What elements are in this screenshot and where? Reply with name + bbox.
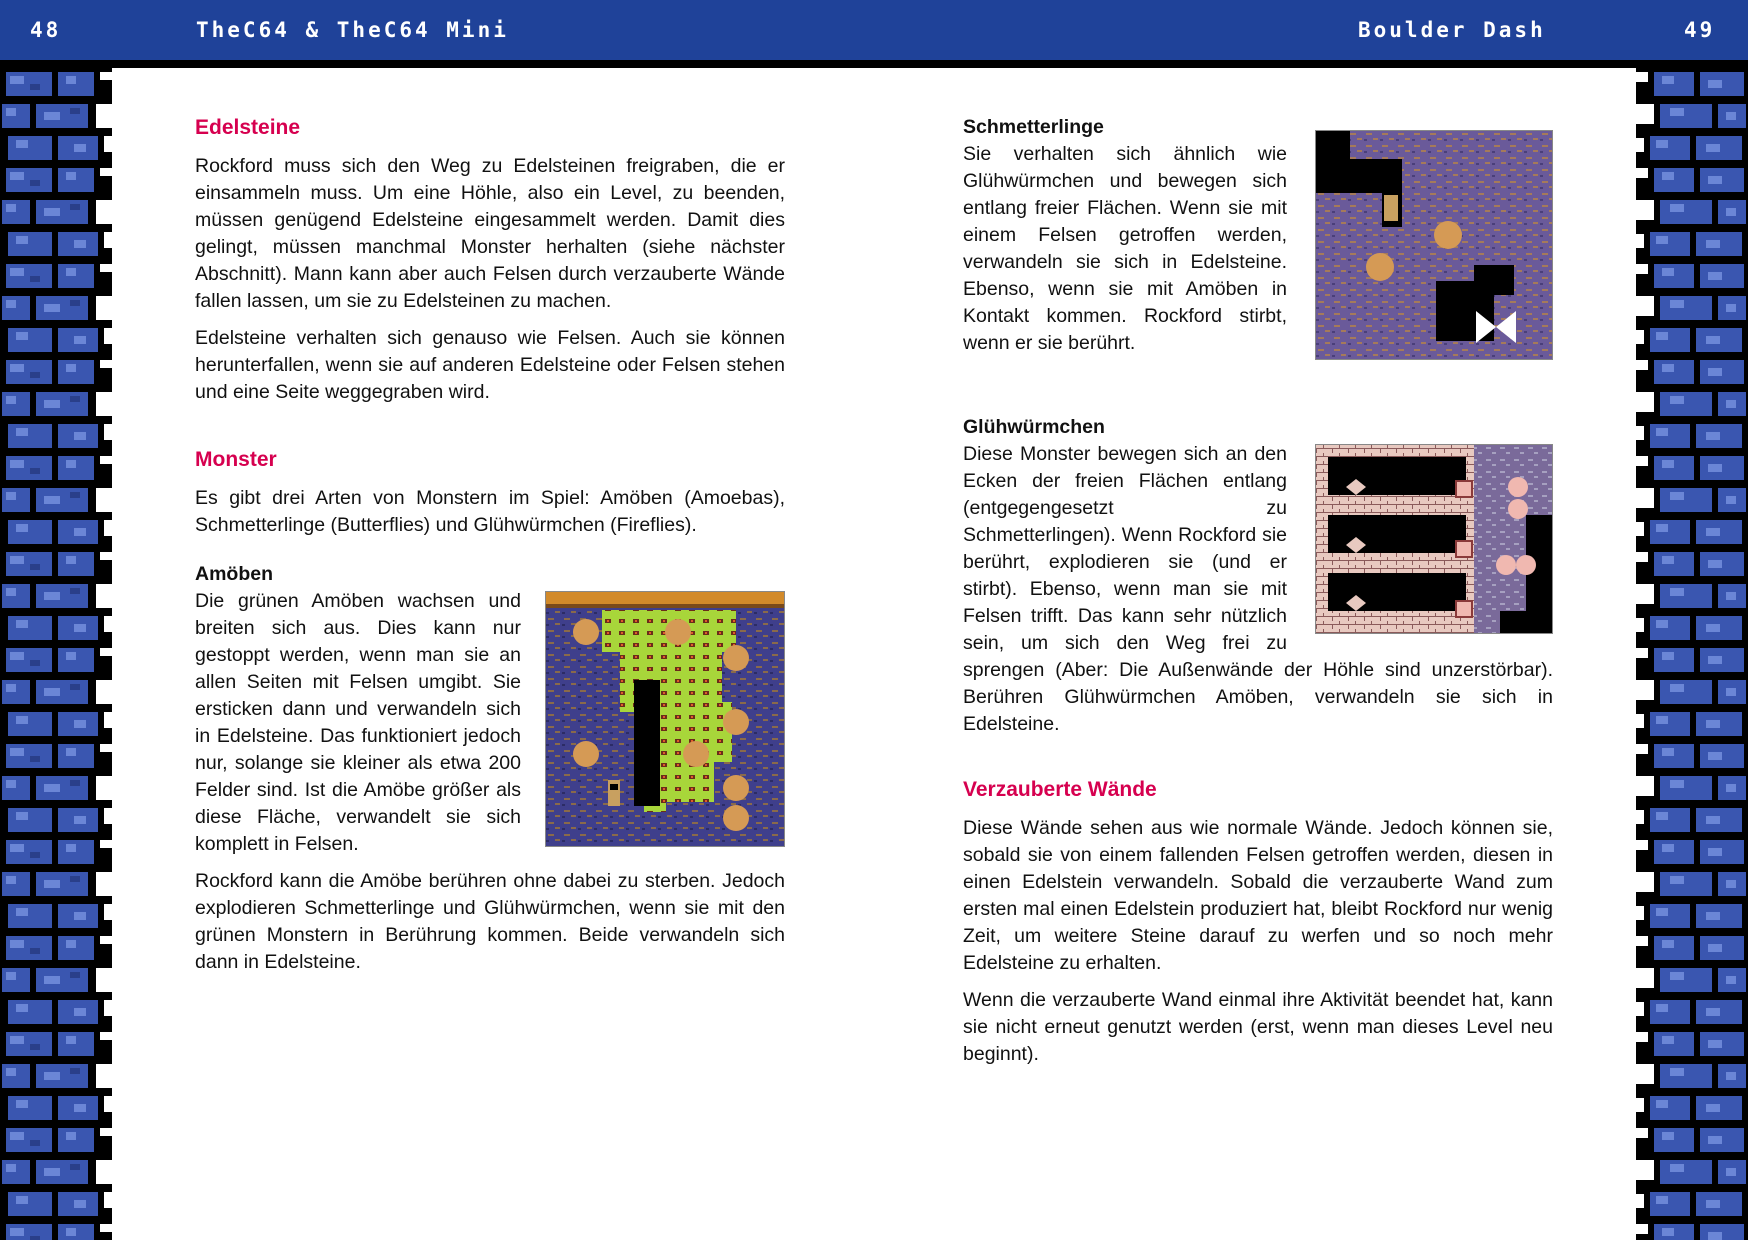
pixel-wall-right [1636, 68, 1748, 1240]
butterfly-screenshot [1315, 130, 1553, 360]
monster-paragraph: Es gibt drei Arten von Monstern im Spiel: Amöben (Amoebas), Schmetterlinge (Butterflies) und Glühwürmchen (Fireflies). [195, 487, 785, 536]
header-rule [0, 60, 1748, 68]
schmetterlinge-paragraph: Sie verhalten sich ähnlich wie Glühwürmchen und bewegen sich entlang freier Flächen. Wenn sie mit einem Felsen getroffen werden, verwandeln sie sich in Edelsteine. Ebenso, wenn sie mit Amöben in Kontakt kommen. Rockford stirbt, wenn er sie berührt. [963, 143, 1287, 354]
waende-paragraph-2: Wenn die verzauberte Wand einmal ihre Aktivität beendet hat, kann sie nicht erneut genutzt werden (erst, wenn man dieses Level neu beginnt). [963, 989, 1553, 1065]
waende-paragraph-1: Diese Wände sehen aus wie normale Wände. Jedoch können sie, sobald sie von einem fallenden Felsen getroffen werden, diesen in einen Edelstein verwandeln. Sobald die verzauberte Wand zum ersten mal einen Edelstein produziert hat, bleibt Rockford nur wenig Zeit, um weitere Steine darauf zu werfen und so noch mehr Edelsteine zu erhalten. [963, 817, 1553, 974]
edelsteine-paragraph-1: Rockford muss sich den Weg zu Edelsteinen freigraben, die er einsammeln muss. Um eine Höhle, also ein Level, zu beenden, müssen genügend Edelsteine eingesammelt werden. Damit dies gelingt, müssen manchmal Monster herhalten (siehe nächster Abschnitt). Mann kann aber auch Felsen durch verzauberte Wände fallen lassen, um sie zu Edelsteinen zu machen. [195, 155, 785, 312]
firefly-screenshot [1315, 444, 1553, 634]
chapter-title: Boulder Dash [1358, 18, 1546, 42]
heading-amoeben: Amöben [195, 563, 273, 585]
heading-gluehwuermchen: Glühwürmchen [963, 416, 1105, 438]
amoeba-screenshot [545, 591, 785, 847]
right-column [963, 114, 1553, 1078]
book-title: TheC64 & TheC64 Mini [196, 18, 509, 42]
pixel-wall-left [0, 68, 112, 1240]
heading-verzauberte-waende: Verzauberte Wände [963, 778, 1157, 801]
page-number-right: 49 [1684, 18, 1716, 42]
left-column [195, 114, 785, 986]
heading-schmetterlinge: Schmetterlinge [963, 116, 1104, 138]
heading-monster: Monster [195, 448, 277, 471]
edelsteine-paragraph-2: Edelsteine verhalten sich genauso wie Felsen. Auch sie können herunterfallen, wenn sie auf anderen Edelsteine oder Felsen stehen und eine Seite weggegraben wird. [195, 327, 785, 403]
gluehwuermchen-paragraph: Diese Monster bewegen sich an den Ecken der freien Flächen entlang (entgegengesetzt zu Schmetterlingen). Wenn Rockford sie berührt, explodieren sie (und er stirbt). Ebenso, wenn man sie mit Felsen trifft. Das kann sehr nützlich sein, um sich den Weg frei zu sprengen (Aber: Die Außenwände der Höhle sind unzerstörbar). Berühren Glühwürmchen Amöben, verwandeln sie sich in Edelsteine. [963, 443, 1553, 735]
amoeben-paragraph-1: Die grünen Amöben wachsen und breiten sich aus. Dies kann nur gestoppt werden, wenn man sie an allen Seiten mit Felsen umgibt. Sie ersticken dann und verwandeln sich in Edelsteine. Das funktioniert jedoch nur, solange sie kleiner als etwa 200 Felder sind. Ist die Amöbe größer als diese Fläche, verwandelt sie sich komplett in Felsen. [195, 590, 521, 855]
heading-edelsteine: Edelsteine [195, 116, 301, 139]
page-number-left: 48 [30, 18, 62, 42]
amoeben-paragraph-2: Rockford kann die Amöbe berühren ohne dabei zu sterben. Jedoch explodieren Schmetterlinge und Glühwürmchen, wenn sie mit den grünen Monstern in Berührung kommen. Beide verwandeln sich dann in Edelsteine. [195, 870, 785, 973]
